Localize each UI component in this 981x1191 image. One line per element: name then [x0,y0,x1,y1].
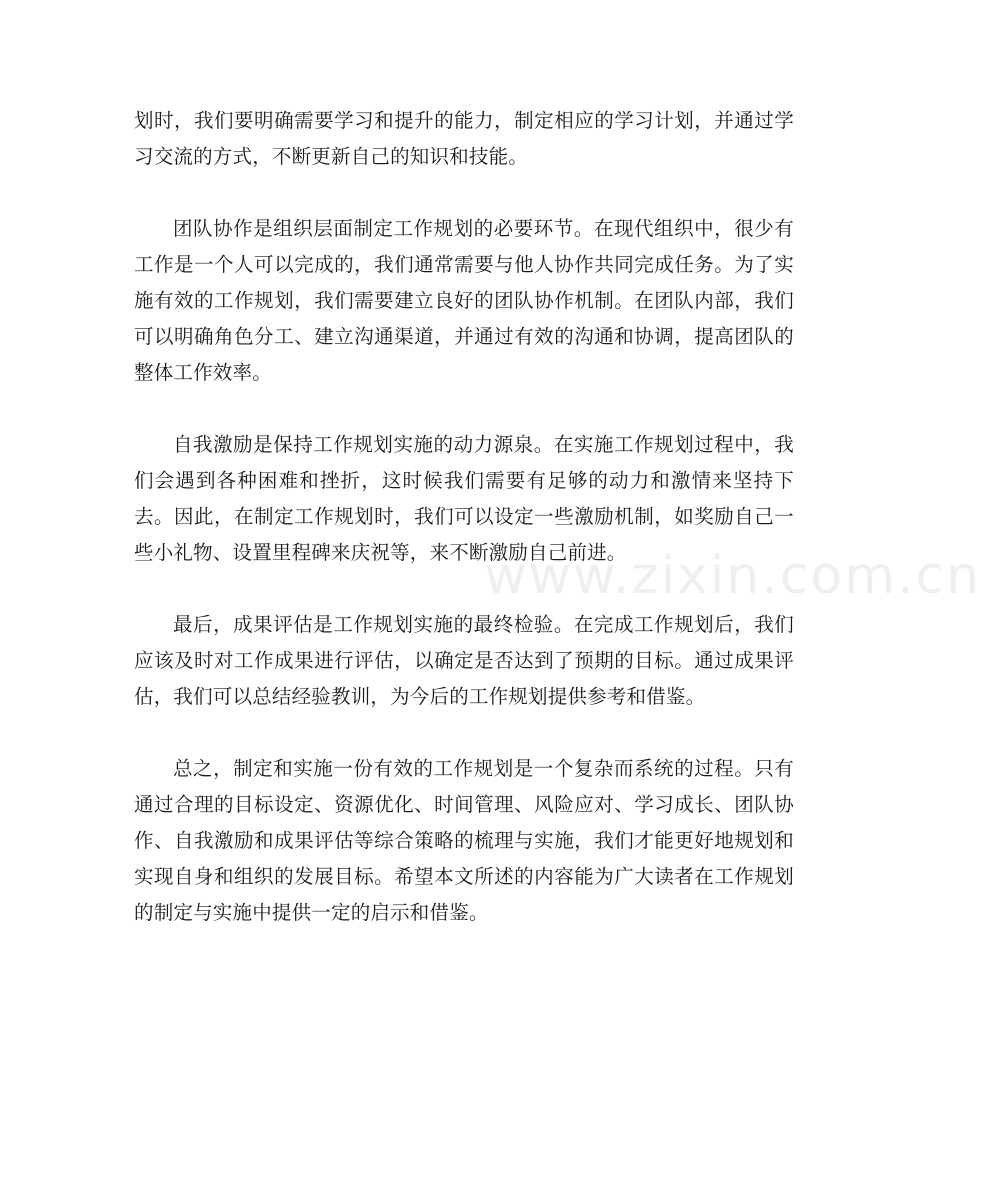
document-body [134,103,794,967]
paragraph-result-evaluation: 最后，成果评估是工作规划实施的最终检验。在完成工作规划后，我们应该及时对工作成果进行评估，以确定是否达到了预期的目标。通过成果评估，我们可以总结经验教训，为今后的工作规划提供参考和借鉴。 [134,613,794,708]
paragraph-conclusion: 总之，制定和实施一份有效的工作规划是一个复杂而系统的过程。只有通过合理的目标设定、资源优化、时间管理、风险应对、学习成长、团队协作、自我激励和成果评估等综合策略的梳理与实施，我们才能更好地规划和实现自身和组织的发展目标。希望本文所述的内容能为广大读者在工作规划的制定与实施中提供一定的启示和借鉴。 [134,757,794,924]
paragraph-self-motivation: 自我激励是保持工作规划实施的动力源泉。在实施工作规划过程中，我们会遇到各种困难和挫折，这时候我们需要有足够的动力和激情来坚持下去。因此，在制定工作规划时，我们可以设定一些激励机制，如奖励自己一些小礼物、设置里程碑来庆祝等，来不断激励自己前进。 [134,433,794,564]
watermark: www.zixin.com.cn [484,546,981,606]
paragraph-team-collaboration: 团队协作是组织层面制定工作规划的必要环节。在现代组织中，很少有工作是一个人可以完成的，我们通常需要与他人协作共同完成任务。为了实施有效的工作规划，我们需要建立良好的团队协作机制。在团队内部，我们可以明确角色分工、建立沟通渠道，并通过有效的沟通和协调，提高团队的整体工作效率。 [134,217,794,384]
paragraph-learning-continued: 划时，我们要明确需要学习和提升的能力，制定相应的学习计划，并通过学习交流的方式，不断更新自己的知识和技能。 [134,109,794,168]
